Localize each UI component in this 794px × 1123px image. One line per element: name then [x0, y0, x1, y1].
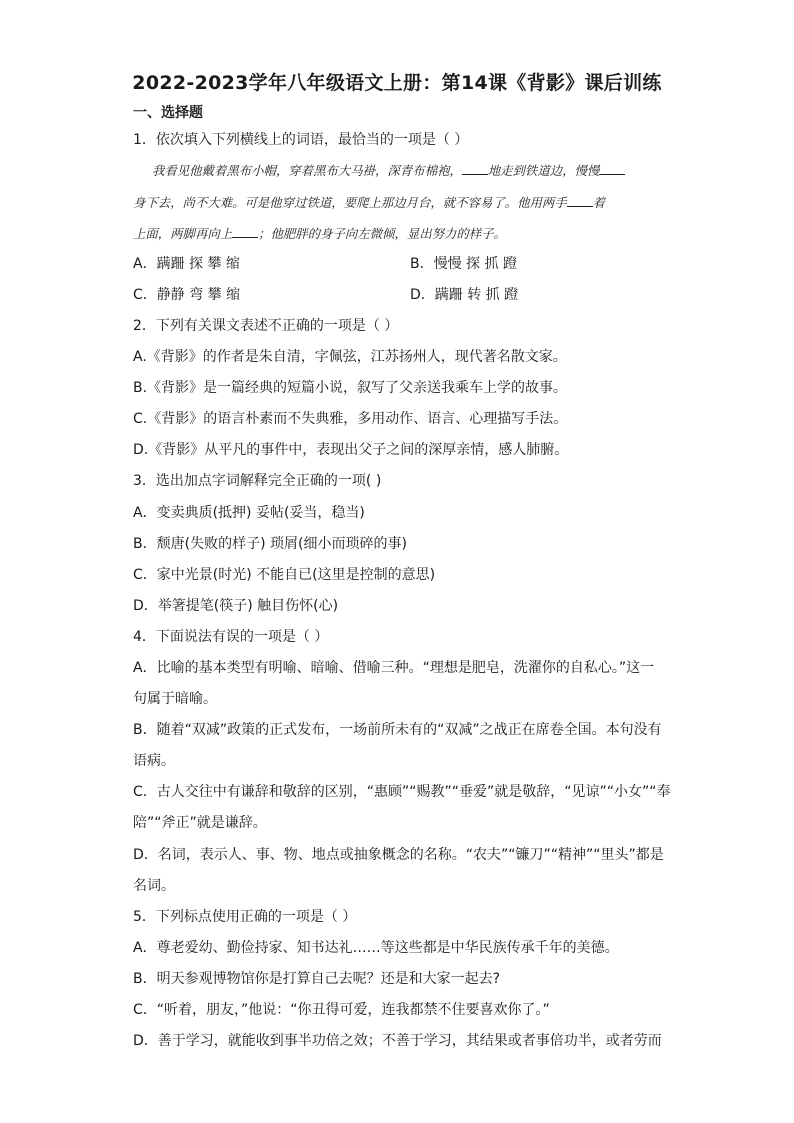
q5-option-d[interactable]: D．善于学习，就能收到事半功倍之效；不善于学习，其结果或者事倍功半，或者劳而 — [133, 1033, 662, 1049]
q1-passage-line-2: 身下去，尚不大难。可是他穿过铁道，要爬上那边月台，就不容易了。他用两手 着 — [133, 195, 606, 210]
q2-stem: 2．下列有关课文表述不正确的一项是（ ） — [133, 318, 399, 334]
q4-option-a[interactable]: A．比喻的基本类型有明喻、暗喻、借喻三种。“理想是肥皂，洗濯你的自私心。”这一 — [133, 660, 655, 676]
q3-option-d[interactable]: D．举箸提笔(筷子) 触目伤怀(心) — [133, 598, 339, 614]
q4-option-a-cont: 句属于暗喻。 — [133, 691, 217, 707]
q4-option-d[interactable]: D．名词，表示人、事、物、地点或抽象概念的名称。“农夫”“镰刀”“精神”“里头”都是 — [133, 847, 664, 863]
q5-option-a[interactable]: A．尊老爱幼、勤俭持家、知书达礼……等这些都是中华民族传承千年的美德。 — [133, 940, 619, 956]
q1-option-d[interactable]: D．蹒跚 转 抓 蹬 — [410, 287, 519, 303]
q2-option-b[interactable]: B.《背影》是一篇经典的短篇小说，叙写了父亲送我乘车上学的故事。 — [133, 380, 568, 396]
q5-option-c[interactable]: C．“听着，朋友，”他说：“你丑得可爱，连我都禁不住要喜欢你了。” — [133, 1002, 550, 1018]
q1-option-b[interactable]: B．慢慢 探 抓 蹬 — [410, 256, 517, 272]
q1-option-a[interactable]: A．蹒跚 探 攀 缩 — [133, 256, 240, 272]
q1-stem: 1．依次填入下列横线上的词语，最恰当的一项是（ ） — [133, 132, 469, 148]
q4-option-d-cont: 名词。 — [133, 878, 175, 894]
q1-option-c[interactable]: C．静静 弯 攀 缩 — [133, 287, 241, 303]
q3-option-c[interactable]: C．家中光景(时光) 不能自已(这里是控制的意思) — [133, 567, 436, 583]
q1-passage-line-1: 我看见他戴着黑布小帽，穿着黑布大马褂，深青布棉袍， 地走到铁道边，慢慢 — [152, 161, 682, 181]
section-heading: 一、选择题 — [133, 105, 203, 121]
blank-3[interactable] — [567, 194, 593, 207]
q4-option-b-cont: 语病。 — [133, 753, 175, 769]
q3-stem: 3．选出加点字词解释完全正确的一项( ) — [133, 473, 382, 489]
blank-2[interactable] — [599, 162, 625, 175]
q2-option-c[interactable]: C.《背影》的语言朴素而不失典雅，多用动作、语言、心理描写手法。 — [133, 411, 568, 427]
q1-passage-line-3: 上面，两脚再向上 ；他肥胖的身子向左微倾，显出努力的样子。 — [133, 226, 506, 241]
q2-option-d[interactable]: D.《背影》从平凡的事件中，表现出父子之间的深厚亲情，感人肺腑。 — [133, 442, 569, 458]
q4-option-c-cont: 陪”“斧正”就是谦辞。 — [133, 815, 267, 831]
document-title: 2022-2023学年八年级语文上册：第14课《背影》课后训练 — [132, 72, 662, 94]
q4-option-c[interactable]: C．古人交往中有谦辞和敬辞的区别，“惠顾”“赐教”“垂爱”就是敬辞，“见谅”“小女”“奉 — [133, 784, 671, 800]
q3-option-a[interactable]: A．变卖典质(抵押) 妥帖(妥当，稳当) — [133, 505, 365, 521]
q2-option-a[interactable]: A.《背影》的作者是朱自清，字佩弦，江苏扬州人，现代著名散文家。 — [133, 349, 567, 365]
q5-option-b[interactable]: B．明天参观博物馆你是打算自己去呢？还是和大家一起去? — [133, 971, 501, 987]
blank-4[interactable] — [232, 225, 258, 238]
blank-1[interactable] — [462, 162, 488, 175]
q3-option-b[interactable]: B．颓唐(失败的样子) 琐屑(细小而琐碎的事) — [133, 536, 407, 552]
q5-stem: 5．下列标点使用正确的一项是（ ） — [133, 909, 357, 925]
q4-stem: 4．下面说法有误的一项是（ ） — [133, 629, 329, 645]
q4-option-b[interactable]: B．随着“双减”政策的正式发布，一场前所未有的“双减”之战正在席卷全国。本句没有 — [133, 722, 662, 738]
